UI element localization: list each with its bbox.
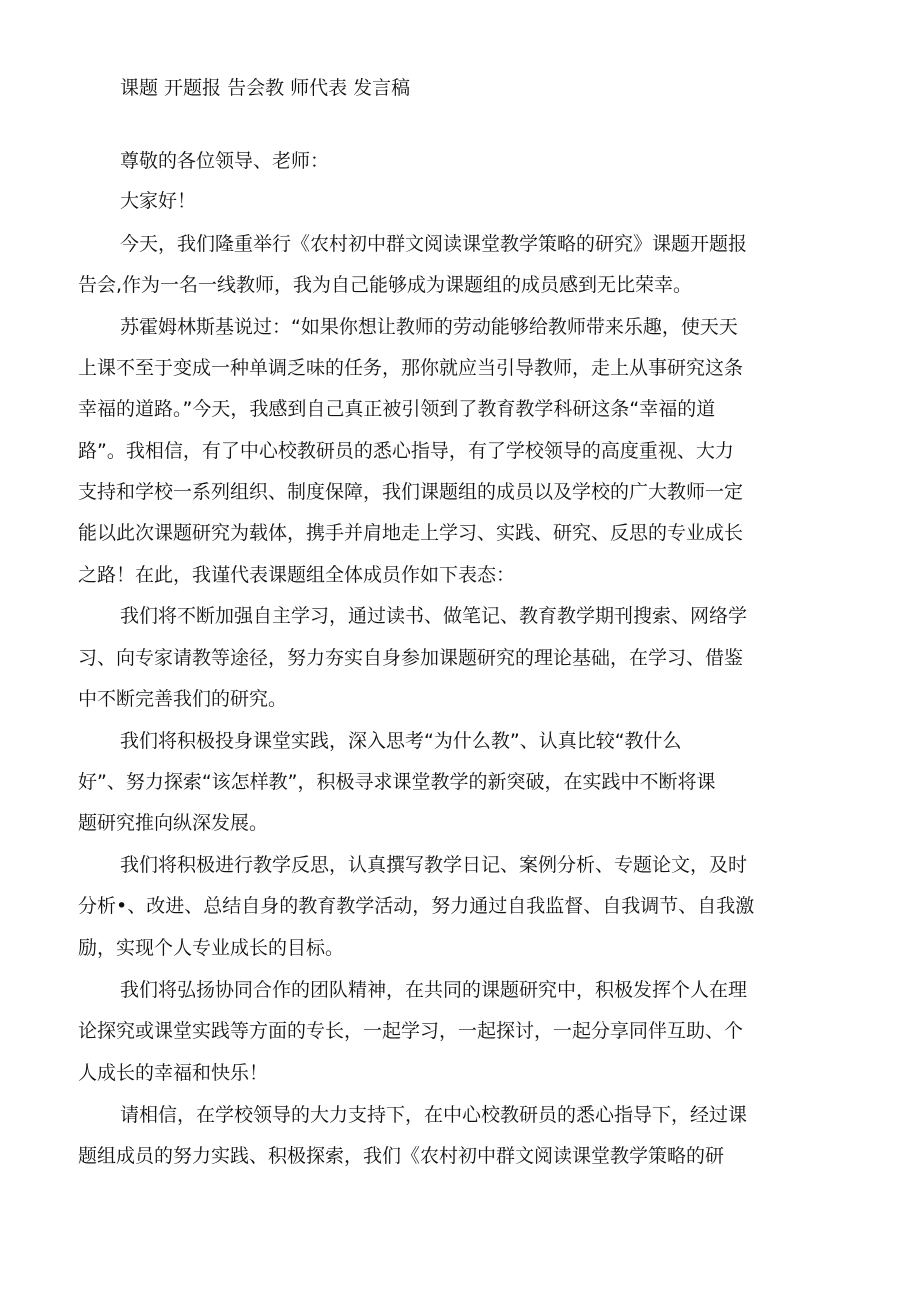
paragraph-line: 分析•、改进、总结自身的教育教学活动，努力通过自我监督、自我调节、自我激 (78, 895, 755, 917)
paragraph-line: 告会,作为一名一线教师，我为自己能够成为课题组的成员感到无比荣幸。 (78, 274, 693, 296)
paragraph-line: 幸福的道路。”今天，我感到自己真正被引领到了教育教学科研这条“幸福的道 (78, 398, 716, 420)
paragraph-line: 之路！在此，我谨代表课题组全体成员作如下表态： (78, 564, 516, 586)
salutation-line: 大家好！ (120, 190, 197, 212)
paragraph-line: 人成长的幸福和快乐！ (78, 1062, 269, 1084)
paragraph-line: 能以此次课题研究为载体，携手并肩地走上学习、实践、研究、反思的专业成长 (78, 522, 744, 544)
paragraph-line: 上课不至于变成一种单调乏味的任务，那你就应当引导教师，走上从事研究这条 (78, 357, 744, 379)
paragraph-line: 中不断完善我们的研究。 (78, 688, 288, 710)
paragraph-line: 支持和学校一系列组织、制度保障，我们课题组的成员以及学校的广大教师一定 (78, 481, 744, 503)
greeting-line: 尊敬的各位领导、老师： (120, 150, 330, 172)
paragraph-line: 好”、努力探索“该怎样教”，积极寻求课堂教学的新突破，在实践中不断将课 (78, 771, 716, 793)
paragraph-line: 请相信，在学校领导的大力支持下，在中心校教研员的悉心指导下，经过课 (120, 1104, 748, 1126)
paragraph-line: 励，实现个人专业成长的目标。 (78, 937, 345, 959)
paragraph-line: 我们将不断加强自主学习，通过读书、做笔记、教育教学期刊搜索、网络学 (120, 605, 748, 627)
paragraph-line: 我们将积极投身课堂实践，深入思考“为什么教”、认真比较“教什么 (120, 730, 682, 752)
paragraph-line: 论探究或课堂实践等方面的专长，一起学习，一起探讨，一起分享同伴互助、个 (78, 1020, 744, 1042)
paragraph-line: 习、向专家请教等途径，努力夯实自身参加课题研究的理论基础，在学习、借鉴 (78, 647, 744, 669)
paragraph-line: 我们将积极进行教学反思，认真撰写教学日记、案例分析、专题论文，及时 (120, 854, 748, 876)
paragraph-line: 今天，我们隆重举行《农村初中群文阅读课堂教学策略的研究》课题开题报 (120, 233, 748, 255)
paragraph-line: 题组成员的努力实践、积极探索，我们《农村初中群文阅读课堂教学策略的研 (78, 1145, 725, 1167)
paragraph-line: 题研究推向纵深发展。 (78, 812, 269, 834)
paragraph-line: 苏霍姆林斯基说过：“如果你想让教师的劳动能够给教师带来乐趣，使天天 (120, 316, 738, 338)
document-title: 课题 开题报 告会教 师代表 发言稿 (120, 77, 411, 99)
paragraph-line: 我们将弘扬协同合作的团队精神，在共同的课题研究中，积极发挥个人在理 (120, 979, 748, 1001)
paragraph-line: 路”。我相信，有了中心校教研员的悉心指导，有了学校领导的高度重视、大力 (78, 440, 734, 462)
